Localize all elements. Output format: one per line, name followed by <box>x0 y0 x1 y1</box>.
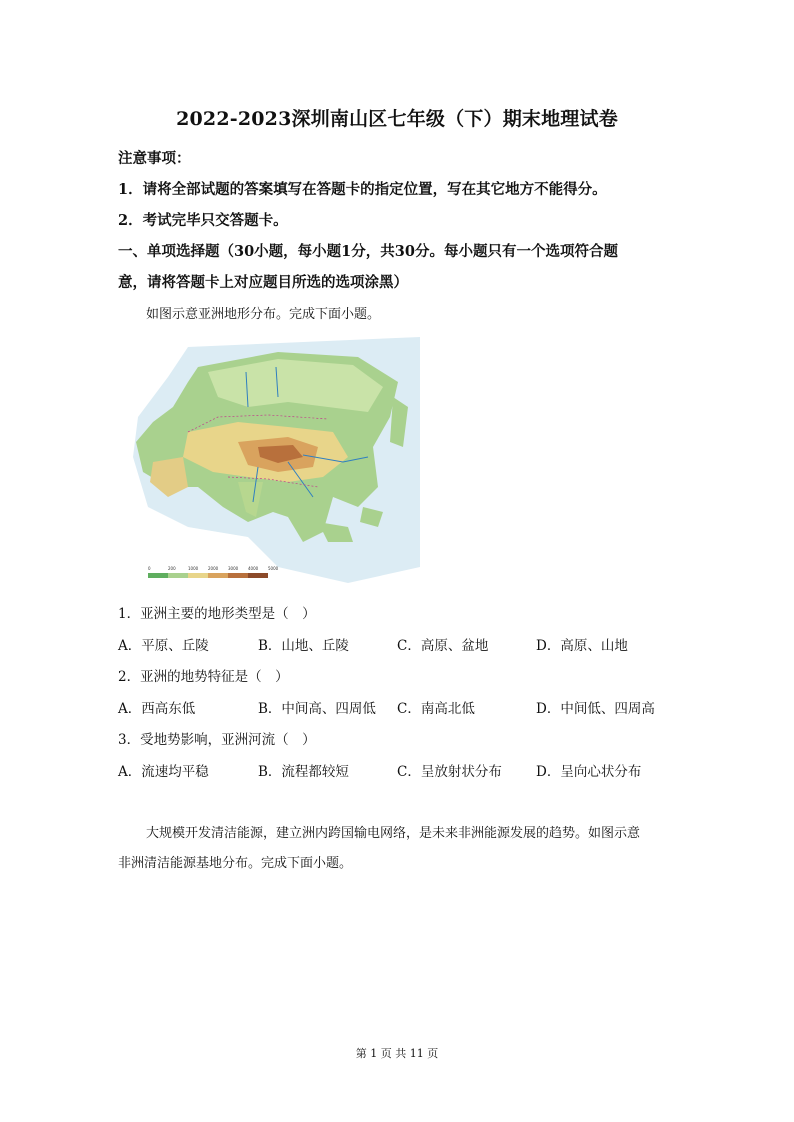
question-3-stem: 3．受地势影响，亚洲河流（ ） <box>118 732 316 748</box>
q1-option-a[interactable]: A．平原、丘陵 <box>118 638 209 654</box>
q3-option-b[interactable]: B．流程都较短 <box>258 764 349 780</box>
q2-option-a[interactable]: A．西高东低 <box>118 701 196 717</box>
q2-option-c[interactable]: C．南高北低 <box>397 701 475 717</box>
q1-option-b[interactable]: B．山地、丘陵 <box>258 638 349 654</box>
question-1-stem: 1．亚洲主要的地形类型是（ ） <box>118 606 316 622</box>
q3-option-c[interactable]: C．呈放射状分布 <box>397 764 502 780</box>
legend-label-6: 5000 <box>268 566 279 571</box>
q1-option-c[interactable]: C．高原、盆地 <box>397 638 489 654</box>
asia-terrain-map <box>128 337 420 583</box>
legend-label-2: 1000 <box>188 566 199 571</box>
q2-option-b[interactable]: B．中间高、四周低 <box>258 701 376 717</box>
legend-label-4: 3000 <box>228 566 239 571</box>
notes-heading: 注意事项： <box>118 150 191 167</box>
section-heading-line1: 一、单项选择题（30小题，每小题1分，共30分。每小题只有一个选项符合题 <box>118 243 618 260</box>
q3-option-a[interactable]: A．流速均平稳 <box>118 764 209 780</box>
q1-option-d[interactable]: D．高原、山地 <box>536 638 628 654</box>
page-footer: 第 1 页 共 11 页 <box>355 1047 439 1060</box>
note-item-2: 2．考试完毕只交答题卡。 <box>118 212 288 229</box>
question-2-stem: 2．亚洲的地势特征是（ ） <box>118 669 289 685</box>
group1-intro: 如图示意亚洲地形分布。完成下面小题。 <box>146 307 381 322</box>
legend-label-1: 200 <box>168 566 176 571</box>
section-heading-line2: 意，请将答题卡上对应题目所选的选项涂黑） <box>118 274 408 291</box>
group2-intro-line1: 大规模开发清洁能源，建立洲内跨国输电网络，是未来非洲能源发展的趋势。如图示意 <box>146 826 641 841</box>
q3-option-d[interactable]: D．呈向心状分布 <box>536 764 642 780</box>
exam-title: 2022-2023深圳南山区七年级（下）期末地理试卷 <box>176 108 618 130</box>
legend-label-3: 2000 <box>208 566 219 571</box>
legend-label-0: 0 <box>148 566 151 571</box>
note-item-1: 1．请将全部试题的答案填写在答题卡的指定位置，写在其它地方不能得分。 <box>118 181 607 198</box>
group2-intro-line2: 非洲清洁能源基地分布。完成下面小题。 <box>118 856 353 871</box>
q2-option-d[interactable]: D．中间低、四周高 <box>536 701 655 717</box>
legend-label-5: 4000 <box>248 566 259 571</box>
